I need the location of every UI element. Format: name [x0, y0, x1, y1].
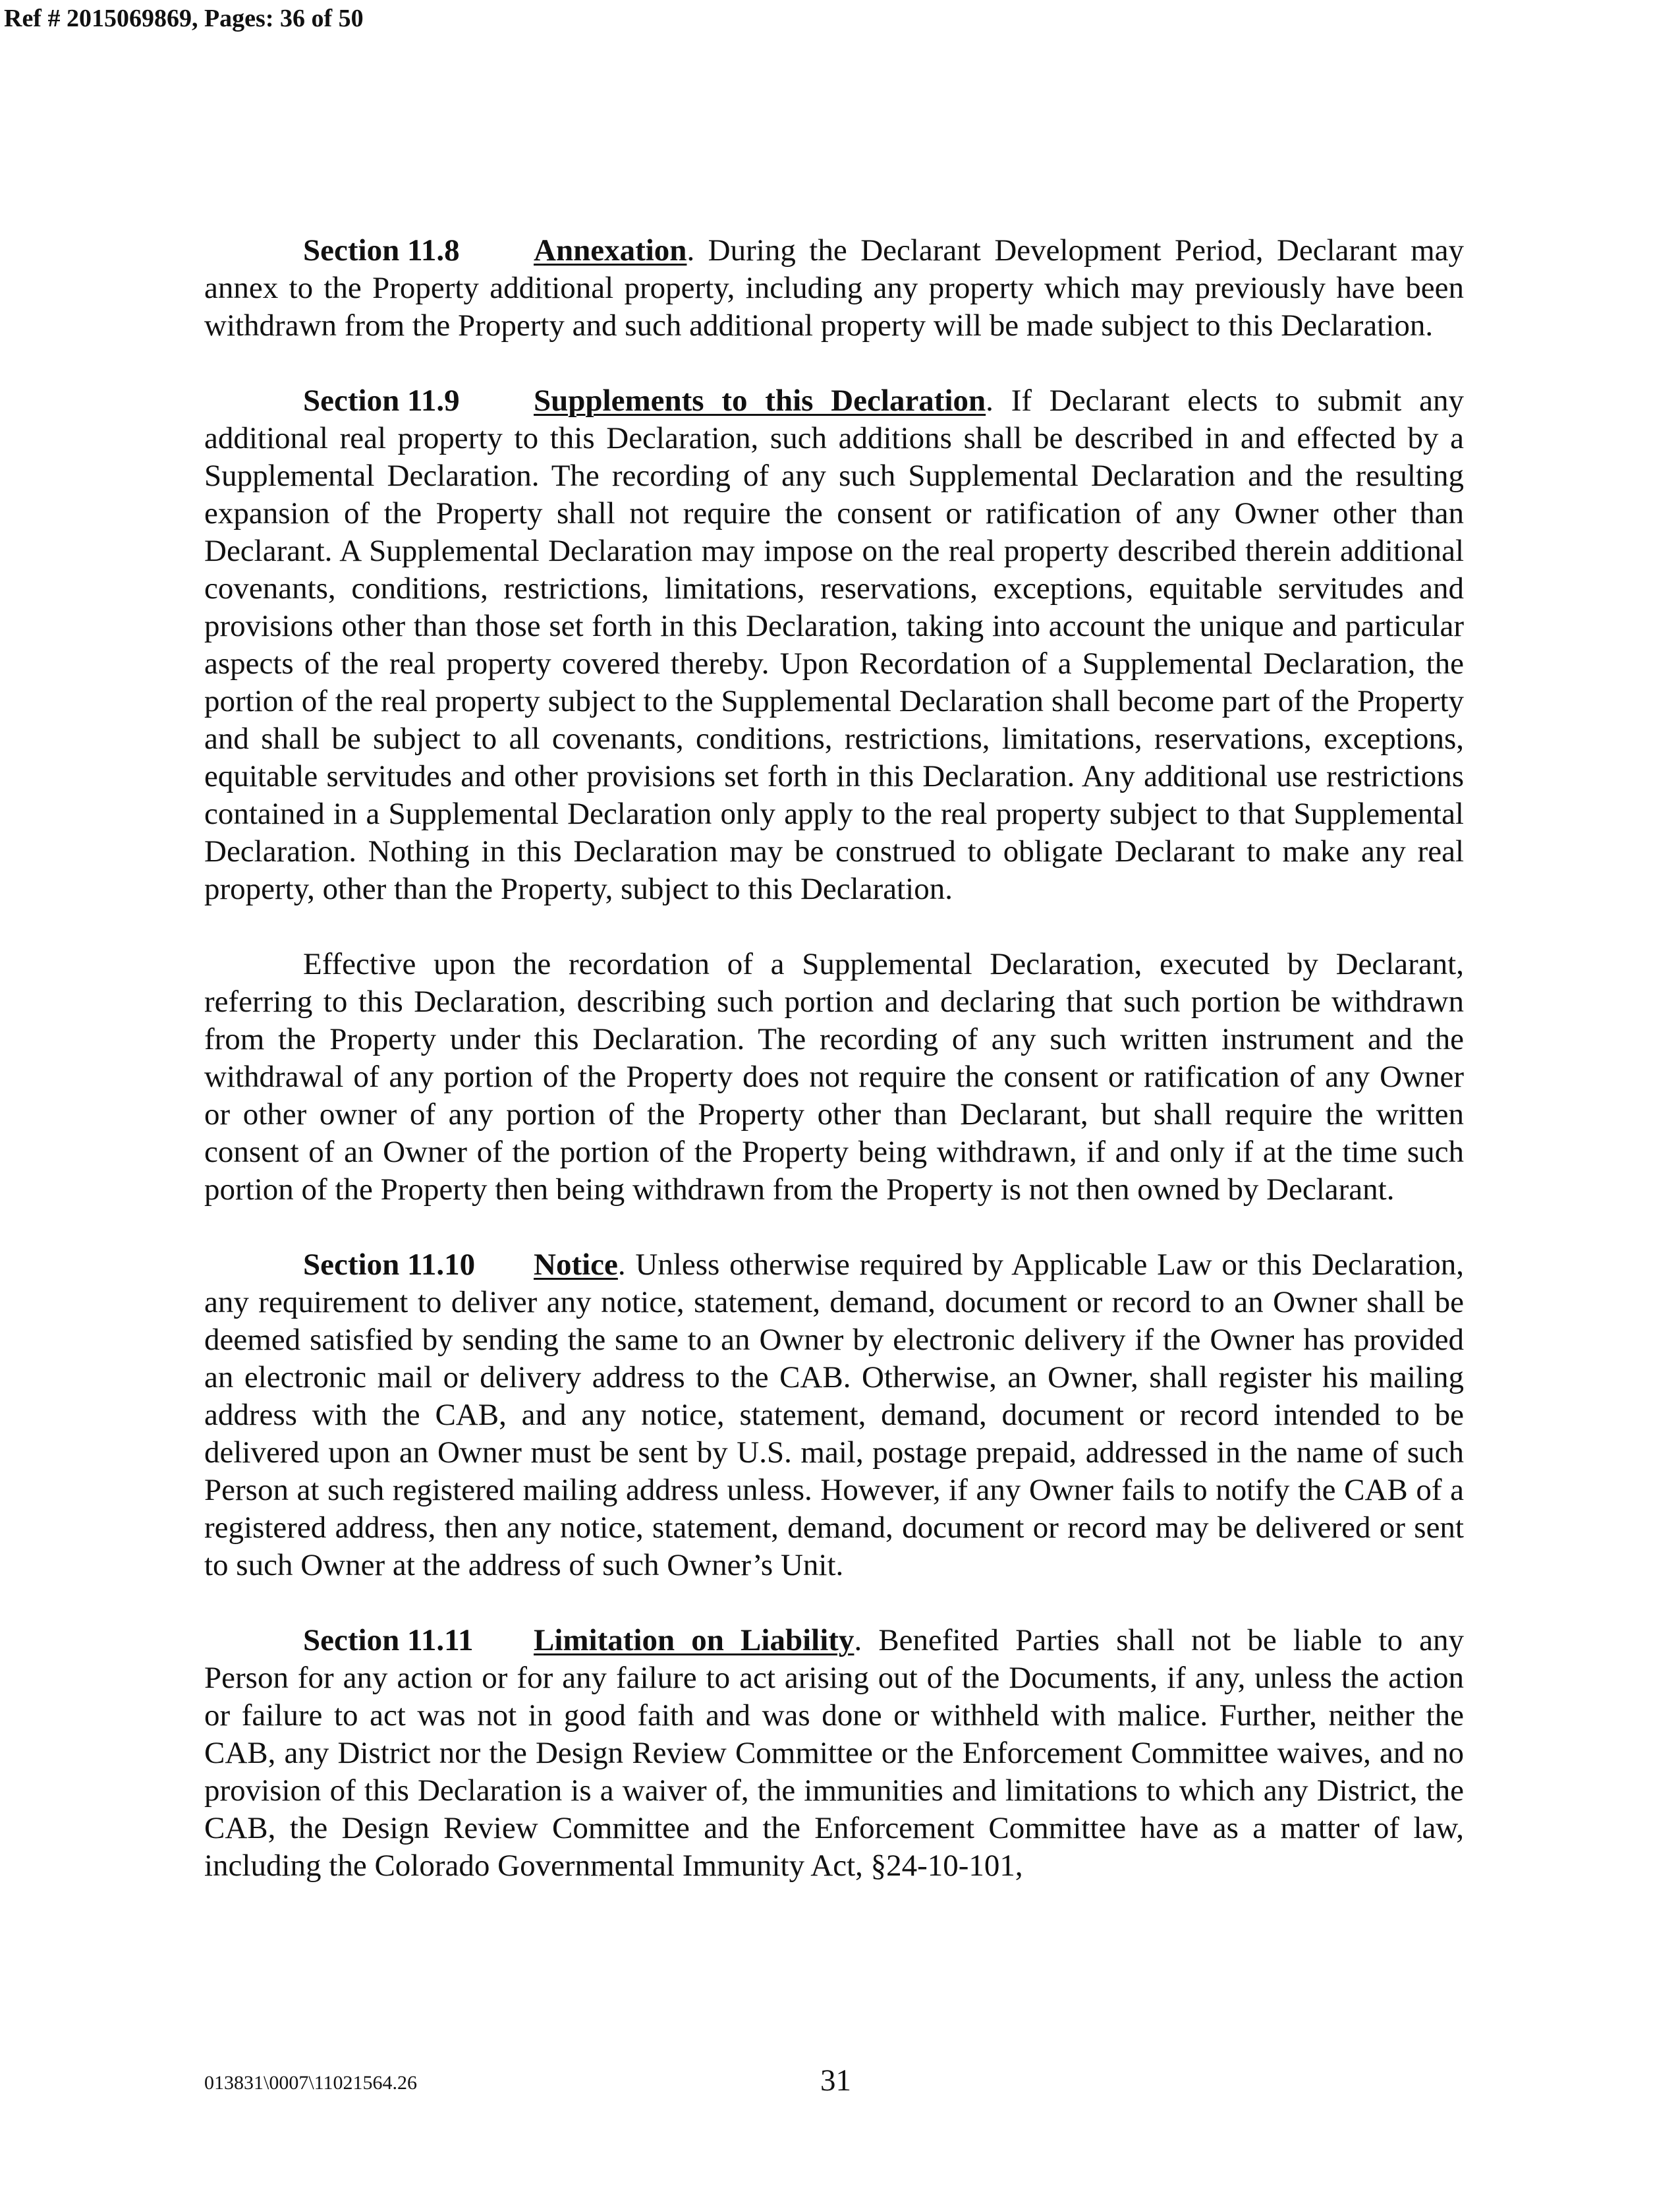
section-number: Section 11.10 — [303, 1248, 476, 1282]
section-body: . Unless otherwise required by Applicable Law or this Declaration, any requirement to deliver any notice, statement, demand, document or record to an Owner shall be deemed satisfied by sending the same to an Owner by electronic delivery if the Owner has provided an electronic mail or delivery address to the CAB. Otherwise, an Owner, shall register his mailing address with the CAB, and any notice, statement, demand, document or record intended to be delivered upon an Owner must be sent by U.S. mail, postage prepaid, addressed in the name of such Person at such registered mailing address unless. However, if any Owner fails to notify the CAB of a registered address, then any notice, statement, demand, document or record may be delivered or sent to such Owner at the address of such Owner’s Unit. — [204, 1248, 1464, 1582]
section-title: Notice — [534, 1248, 618, 1282]
section-body: . During the Declarant Development Period, Declarant may annex to the Property additional property, including any property which may previously have been withdrawn from the Property and such additional property will be made subject to this Declaration. — [204, 233, 1464, 343]
section-title: Supplements to this Declaration — [534, 384, 986, 418]
section-body: . Benefited Parties shall not be liable to any Person for any action or for any failure to act arising out of the Documents, if any, unless the action or failure to act was not in good faith and was done or withheld with malice. Further, neither the CAB, any District nor the Design Review Committee or the Enforcement Committee waives, and no provision of this Declaration is a waiver of, the immunities and limitations to which any District, the CAB, the Design Review Committee and the Enforcement Committee have as a matter of law, including the Colorado Governmental Immunity Act, §24-10-101, — [204, 1623, 1464, 1883]
section-number: Section 11.11 — [303, 1623, 474, 1657]
recording-reference-header: Ref # 2015069869, Pages: 36 of 50 — [4, 5, 364, 32]
section-11-9 — [204, 382, 1464, 908]
section-title: Limitation on Liability — [534, 1623, 854, 1657]
page-number: 31 — [820, 2063, 851, 2098]
section-body: . If Declarant elects to submit any additional real property to this Declaration, such additions shall be described in and effected by a Supplemental Declaration. The recording of any such Supplemental Declaration and the resulting expansion of the Property shall not require the consent or ratification of any Owner other than Declarant. A Supplemental Declaration may impose on the real property described therein additional covenants, conditions, restrictions, limitations, reservations, exceptions, equitable servitudes and provisions other than those set forth in this Declaration, taking into account the unique and particular aspects of the real property covered thereby. Upon Recordation of a Supplemental Declaration, the portion of the real property subject to the Supplemental Declaration shall become part of the Property and shall be subject to all covenants, conditions, restrictions, limitations, reservations, exceptions, equitable servitudes and other provisions set forth in this Declaration. Any additional use restrictions contained in a Supplemental Declaration only apply to the real property subject to that Supplemental Declaration. Nothing in this Declaration may be construed to obligate Declarant to make any real property, other than the Property, subject to this Declaration. — [204, 384, 1464, 906]
withdrawal-paragraph: Effective upon the recordation of a Supplemental Declaration, executed by Declarant, referring to this Declaration, describing such portion and declaring that such portion be withdrawn from the Property under this Declaration. The recording of any such written instrument and the withdrawal of any portion of the Property does not require the consent or ratification of any Owner or other owner of any portion of the Property other than Declarant, but shall require the written consent of an Owner of the portion of the Property being withdrawn, if and only if at the time such portion of the Property then being withdrawn from the Property is not then owned by Declarant. — [204, 947, 1464, 1207]
section-number: Section 11.9 — [303, 384, 460, 418]
section-11-11 — [204, 1622, 1464, 1885]
section-number: Section 11.8 — [303, 233, 460, 268]
section-11-10 — [204, 1246, 1464, 1584]
section-11-8 — [204, 232, 1464, 345]
document-body — [204, 232, 1464, 1922]
section-title: Annexation — [534, 233, 687, 268]
page-footer — [204, 2063, 1464, 2102]
document-id: 013831\0007\11021564.26 — [204, 2072, 418, 2094]
